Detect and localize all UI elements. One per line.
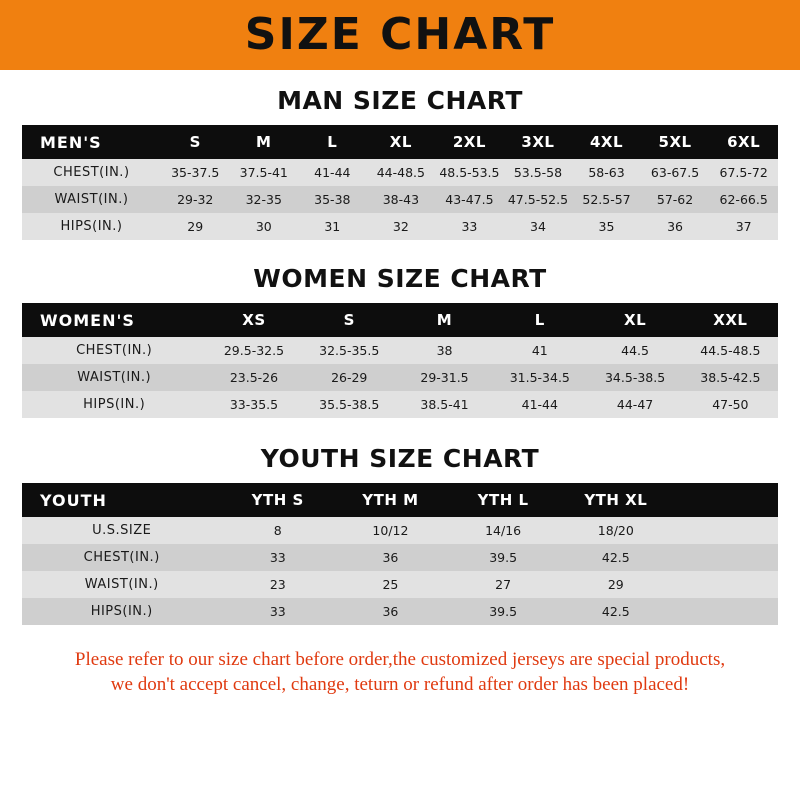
man-header-corner: MEN'S [22,125,161,159]
women-cell-0-1: 32.5-35.5 [302,337,397,364]
youth-header-col-3: YTH XL [559,483,672,517]
table-header-row [22,483,778,517]
man-row-0-label: CHEST(IN.) [22,159,161,186]
man-table-body [22,159,778,240]
youth-header-col-0: YTH S [221,483,334,517]
man-header-col-8: 6XL [709,125,778,159]
man-header-col-6: 4XL [572,125,641,159]
table-row [22,544,778,571]
youth-cell-3-1: 36 [334,598,447,625]
women-header-col-2: M [397,303,492,337]
women-section-title: WOMEN SIZE CHART [253,264,547,293]
man-cell-0-1: 37.5-41 [230,159,299,186]
man-cell-2-2: 31 [298,213,367,240]
footer-note [22,647,778,697]
women-size-table [22,303,778,418]
women-cell-1-3: 31.5-34.5 [492,364,587,391]
youth-table-body [22,517,778,625]
man-cell-1-0: 29-32 [161,186,230,213]
table-row [22,598,778,625]
man-cell-1-2: 35-38 [298,186,367,213]
table-row [22,159,778,186]
women-cell-0-4: 44.5 [587,337,682,364]
women-row-1-label: WAIST(IN.) [22,364,206,391]
man-cell-2-3: 32 [367,213,436,240]
man-cell-2-5: 34 [504,213,573,240]
footer-note-line-2: we don't accept cancel, change, teturn or refund after order has been placed! [110,674,690,696]
man-section-title: MAN SIZE CHART [277,86,523,115]
youth-section-title: YOUTH SIZE CHART [260,444,540,473]
youth-cell-0-3: 18/20 [559,517,672,544]
man-header-col-1: M [230,125,299,159]
man-cell-0-5: 53.5-58 [504,159,573,186]
women-cell-0-0: 29.5-32.5 [206,337,301,364]
women-cell-1-5: 38.5-42.5 [683,364,778,391]
youth-cell-1-2: 39.5 [447,544,560,571]
youth-cell-0-1: 10/12 [334,517,447,544]
youth-row-1-label: CHEST(IN.) [22,544,221,571]
women-header-col-5: XXL [683,303,778,337]
women-cell-2-3: 41-44 [492,391,587,418]
women-cell-1-2: 29-31.5 [397,364,492,391]
man-cell-1-5: 47.5-52.5 [504,186,573,213]
man-cell-0-6: 58-63 [572,159,641,186]
youth-cell-1-0: 33 [221,544,334,571]
women-header-col-1: S [302,303,397,337]
man-cell-1-6: 52.5-57 [572,186,641,213]
table-row [22,186,778,213]
youth-row-0-label: U.S.SIZE [22,517,221,544]
man-cell-0-4: 48.5-53.5 [435,159,504,186]
youth-cell-2-3: 29 [559,571,672,598]
youth-cell-3-4 [672,598,778,625]
women-cell-1-1: 26-29 [302,364,397,391]
youth-cell-2-1: 25 [334,571,447,598]
youth-cell-0-4 [672,517,778,544]
man-size-table [22,125,778,240]
youth-table-header [22,483,778,517]
youth-header-col-2: YTH L [447,483,560,517]
man-cell-2-6: 35 [572,213,641,240]
man-cell-0-7: 63-67.5 [641,159,710,186]
table-row [22,391,778,418]
man-header-col-4: 2XL [435,125,504,159]
footer-note-line-1: Please refer to our size chart before order,the customized jerseys are special products, [74,649,726,670]
women-cell-0-3: 41 [492,337,587,364]
man-cell-0-3: 44-48.5 [367,159,436,186]
man-cell-1-3: 38-43 [367,186,436,213]
women-cell-0-2: 38 [397,337,492,364]
table-row [22,337,778,364]
man-cell-1-4: 43-47.5 [435,186,504,213]
man-row-1-label: WAIST(IN.) [22,186,161,213]
man-cell-2-4: 33 [435,213,504,240]
table-row [22,571,778,598]
man-header-col-0: S [161,125,230,159]
youth-row-2-label: WAIST(IN.) [22,571,221,598]
women-header-col-3: L [492,303,587,337]
content-area [0,86,800,697]
women-header-corner: WOMEN'S [22,303,206,337]
man-header-col-7: 5XL [641,125,710,159]
youth-size-table [22,483,778,625]
table-row [22,517,778,544]
man-cell-2-0: 29 [161,213,230,240]
women-table-body [22,337,778,418]
youth-header-spacer [672,483,778,517]
table-row [22,213,778,240]
women-cell-2-1: 35.5-38.5 [302,391,397,418]
youth-cell-2-0: 23 [221,571,334,598]
youth-header-col-1: YTH M [334,483,447,517]
man-cell-2-1: 30 [230,213,299,240]
women-row-2-label: HIPS(IN.) [22,391,206,418]
man-cell-0-8: 67.5-72 [709,159,778,186]
man-cell-1-8: 62-66.5 [709,186,778,213]
youth-cell-1-4 [672,544,778,571]
man-cell-1-1: 32-35 [230,186,299,213]
man-header-col-5: 3XL [504,125,573,159]
women-cell-1-0: 23.5-26 [206,364,301,391]
man-cell-0-2: 41-44 [298,159,367,186]
women-cell-2-5: 47-50 [683,391,778,418]
youth-cell-3-3: 42.5 [559,598,672,625]
man-cell-2-7: 36 [641,213,710,240]
women-header-col-4: XL [587,303,682,337]
youth-header-corner: YOUTH [22,483,221,517]
man-cell-0-0: 35-37.5 [161,159,230,186]
youth-cell-2-2: 27 [447,571,560,598]
man-cell-2-8: 37 [709,213,778,240]
women-cell-2-0: 33-35.5 [206,391,301,418]
header-banner [0,0,800,70]
man-header-col-2: L [298,125,367,159]
youth-cell-2-4 [672,571,778,598]
youth-cell-0-0: 8 [221,517,334,544]
table-header-row [22,125,778,159]
women-row-0-label: CHEST(IN.) [22,337,206,364]
man-cell-1-7: 57-62 [641,186,710,213]
women-cell-1-4: 34.5-38.5 [587,364,682,391]
youth-cell-1-1: 36 [334,544,447,571]
youth-cell-0-2: 14/16 [447,517,560,544]
women-table-header [22,303,778,337]
table-row [22,364,778,391]
women-cell-0-5: 44.5-48.5 [683,337,778,364]
page-title: SIZE CHART [244,9,556,60]
youth-cell-1-3: 42.5 [559,544,672,571]
youth-row-3-label: HIPS(IN.) [22,598,221,625]
table-header-row [22,303,778,337]
man-row-2-label: HIPS(IN.) [22,213,161,240]
man-header-col-3: XL [367,125,436,159]
women-header-col-0: XS [206,303,301,337]
women-cell-2-4: 44-47 [587,391,682,418]
women-cell-2-2: 38.5-41 [397,391,492,418]
youth-cell-3-0: 33 [221,598,334,625]
man-table-header [22,125,778,159]
youth-cell-3-2: 39.5 [447,598,560,625]
